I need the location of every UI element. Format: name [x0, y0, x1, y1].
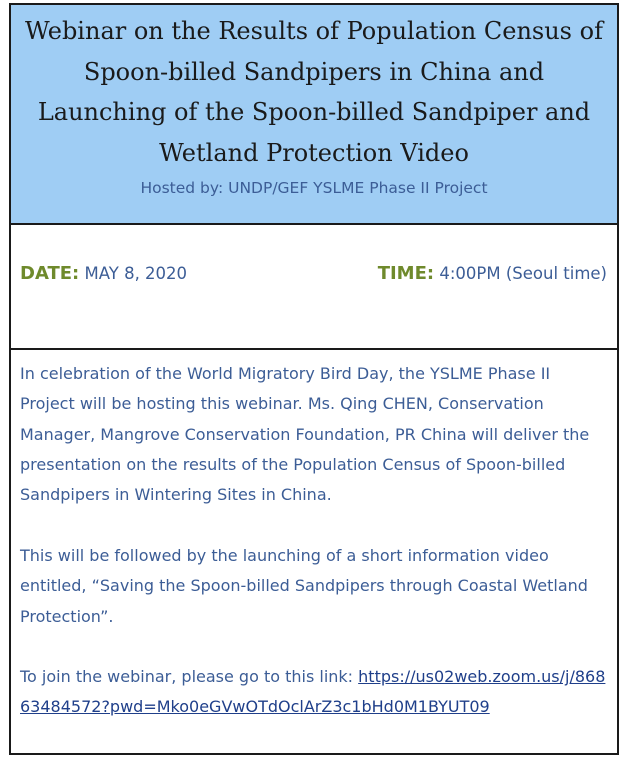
description-section: [11, 350, 617, 753]
zoom-link[interactable]: https://us02web.zoom.us/j/86863484572?pwd=Mko0eGVwOTdOclArZ3c1bHd0M1BYUT09: [20, 667, 606, 717]
time-label: TIME:: [377, 262, 435, 284]
time-block: [378, 263, 607, 284]
webinar-title: Webinar on the Results of Population Census of Spoon-billed Sandpipers in China and Launching of the Spoon-billed Sandpiper and Wetland Protection Video: [25, 17, 603, 167]
date-time-section: [11, 225, 617, 350]
paragraph-celebration: In celebration of the World Migratory Bird Day, the YSLME Phase II Project will be hosting this webinar. Ms. Qing CHEN, Conservation Manager, Mangrove Conservation Foundation, PR China will deliver the presentation on the results of the Population Census of Spoon-billed Sandpipers in Wintering Sites in China.: [20, 364, 590, 505]
hosted-by: Hosted by: UNDP/GEF YSLME Phase II Project: [140, 179, 488, 197]
date-value: MAY 8, 2020: [84, 263, 188, 283]
paragraph-video-launch: This will be followed by the launching of a short information video entitled, “Saving the Spoon-billed Sandpipers through Coastal Wetland Protection”.: [20, 545, 588, 626]
date-block: [20, 263, 187, 284]
webinar-announcement: [9, 3, 619, 755]
time-value: 4:00PM (Seoul time): [439, 263, 607, 283]
paragraph-join: [20, 662, 608, 723]
header-banner: [11, 5, 617, 225]
join-text: To join the webinar, please go to this link:: [20, 667, 359, 687]
date-label: DATE:: [20, 262, 80, 284]
